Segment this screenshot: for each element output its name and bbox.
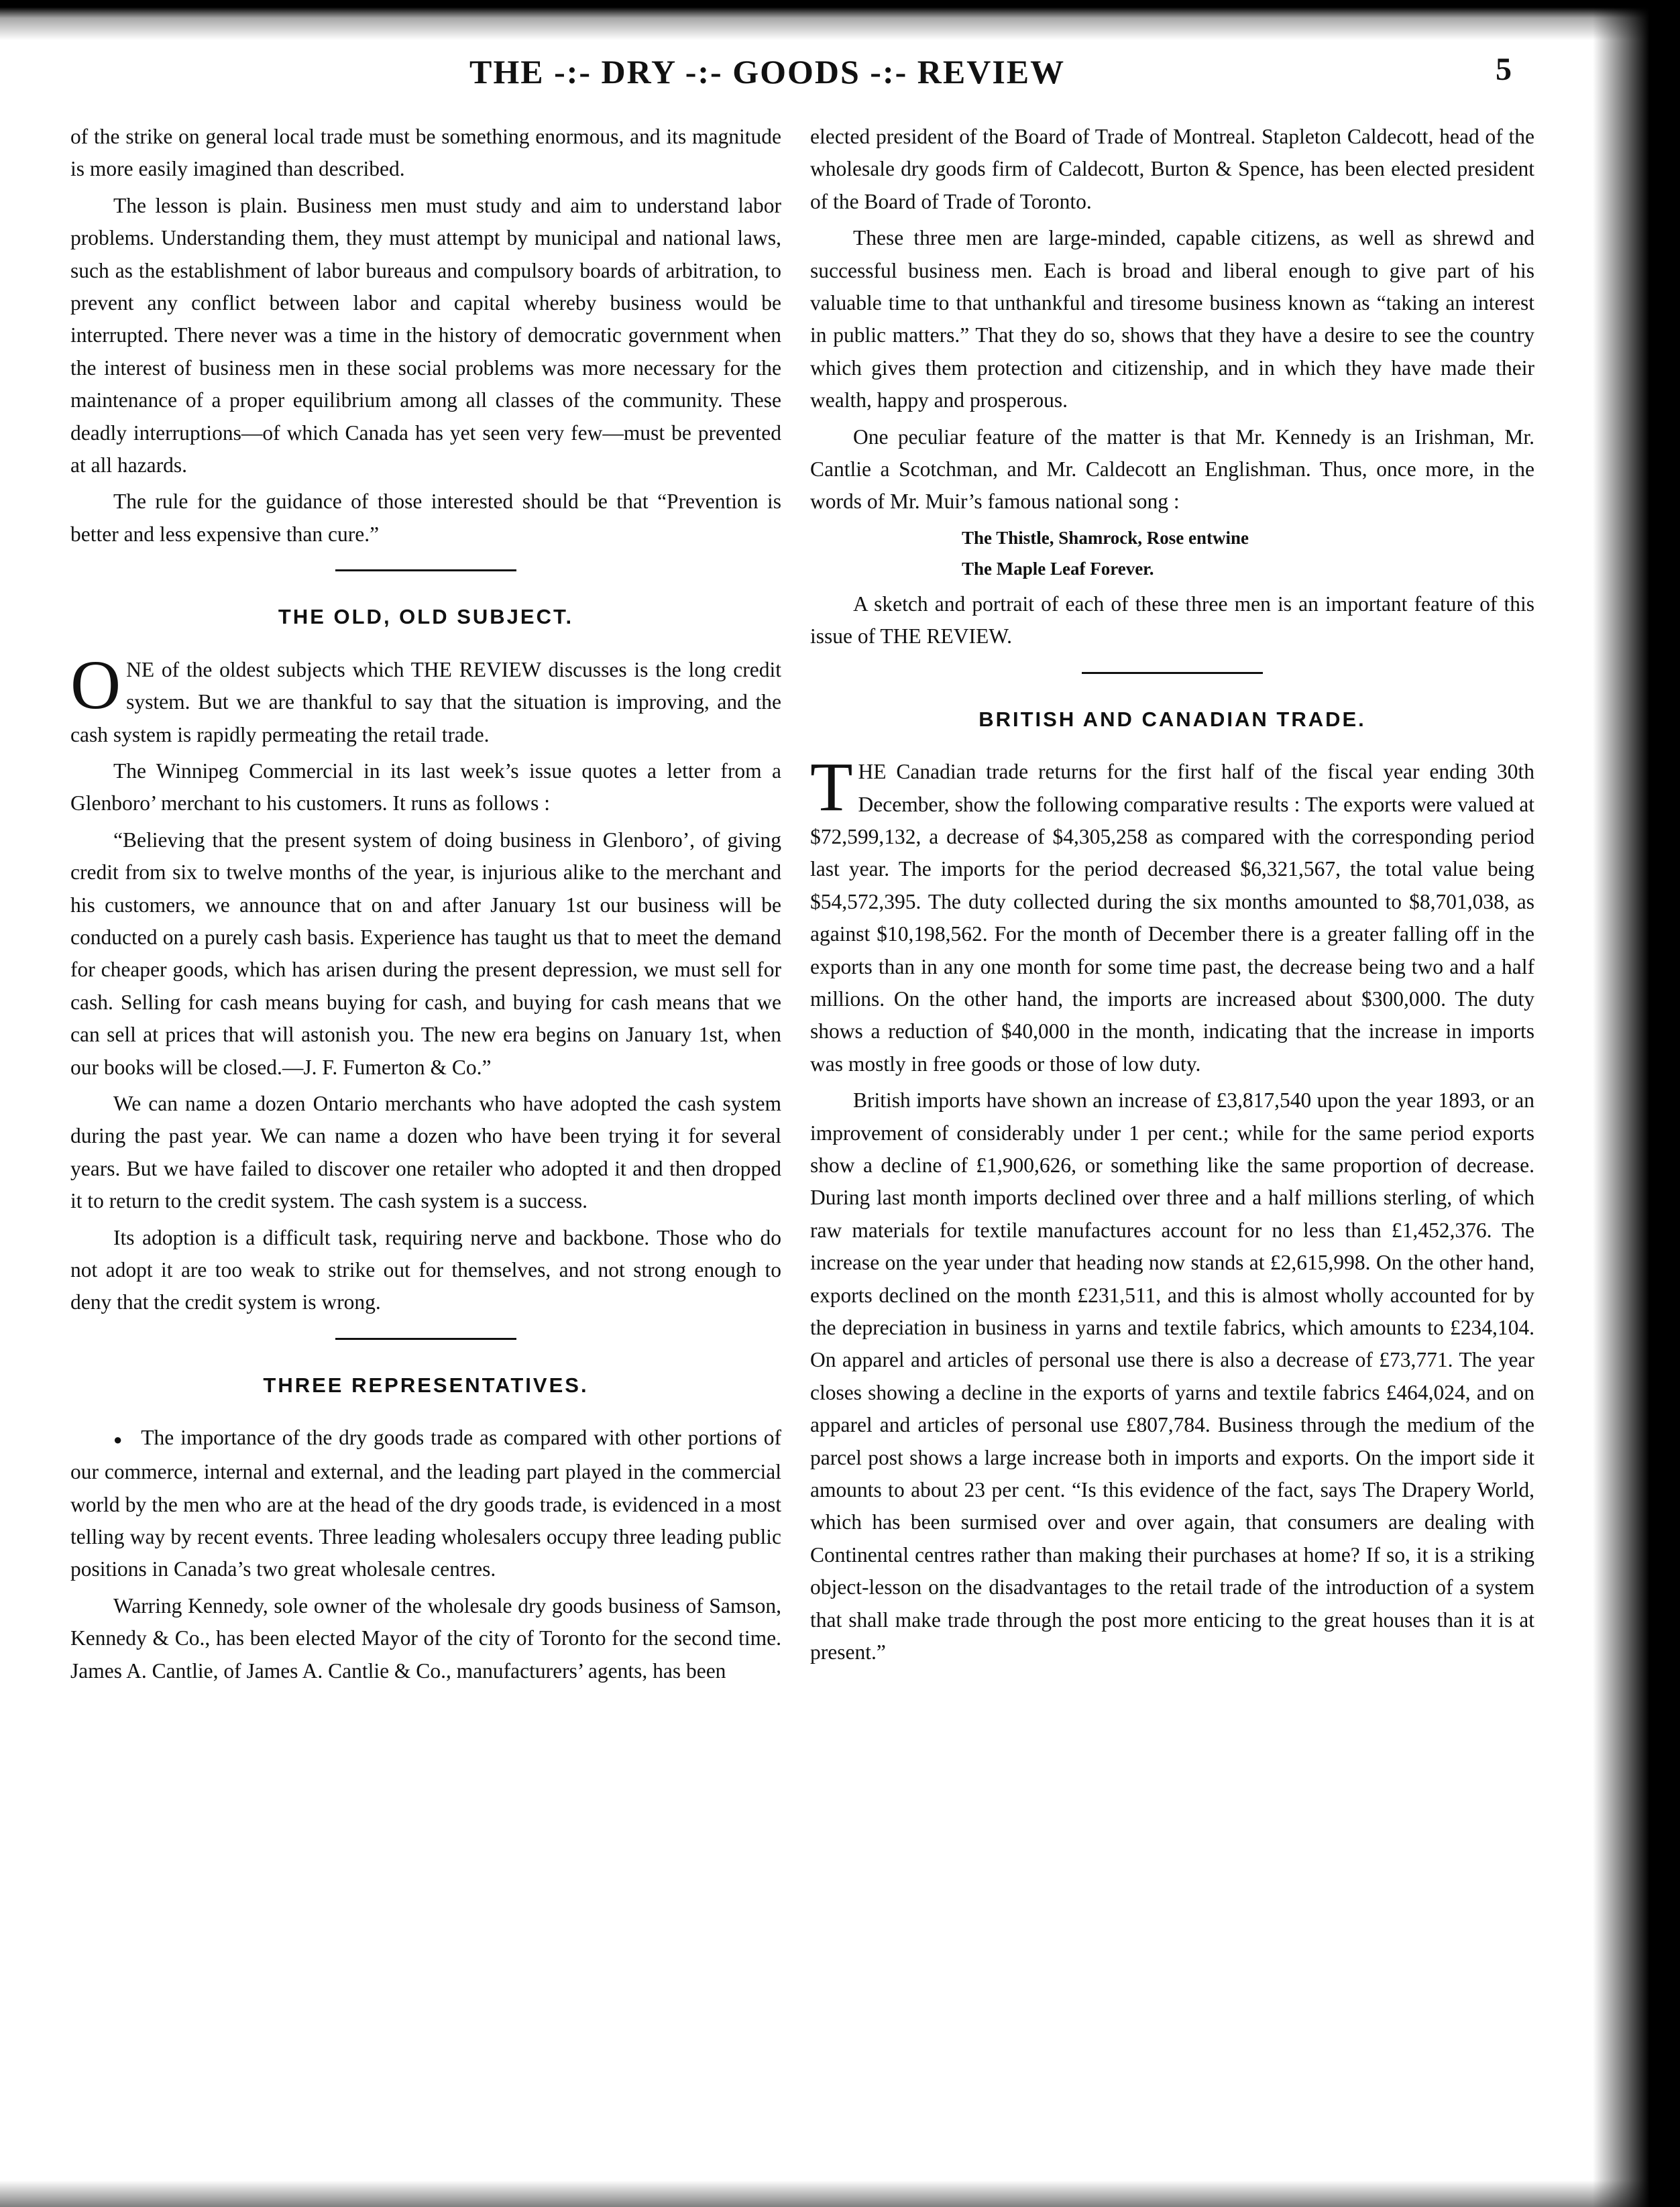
- page-number: 5: [1496, 52, 1512, 87]
- page-header: [0, 47, 1563, 101]
- lead-paragraph: [70, 646, 781, 751]
- song-line: The Thistle, Shamrock, Rose entwine: [962, 527, 1249, 548]
- scan-edge-bottom: [0, 2180, 1680, 2207]
- section-heading-trade: BRITISH AND CANADIAN TRADE.: [978, 707, 1366, 731]
- paragraph: British imports have shown an increase of £3,817,540 upon the year 1893, or an improvement of considerably under 1 per cent.; while for the same period exports show a decline of £1,900,626, or something like the same proportion of decrease. During last month imports declined over three and a half millions sterling, of which raw materials for textile manufactures account for no less than £1,452,376. The increase on the year under that heading now stands at £2,615,998. On the other hand, exports declined on the month £231,511, and this is almost wholly accounted for by the depreciation in business in yarns and textile fabrics, which amounts to £234,104. On apparel and articles of personal use there is also a decrease of £73,771. The year closes showing a decline in the exports of yarns and textile fabrics £464,024, and on apparel and articles of personal use £807,784. Business through the medium of the parcel post shows a large increase both in imports and exports. On the import side it amounts to about 23 per cent. “Is this evidence of the fact, says The Drapery World, which has been surmised over and over again, that consumers are dealing with Continental centres rather than making their purchases at home? If so, it is a striking object-lesson on the disadvantages to the retail trade of the introduction of a system that shall make trade through the post more enticing to the great houses than it is at present.”: [810, 1088, 1534, 1664]
- paragraph: of the strike on general local trade must be something enormous, and its magnitude is more easily imagined than described.: [70, 125, 781, 181]
- section-heading-old-subject: THE OLD, OLD SUBJECT.: [278, 605, 574, 629]
- paragraph: One peculiar feature of the matter is that Mr. Kennedy is an Irishman, Mr. Cantlie a Scotchman, and Mr. Caldecott an Englishman. Thus, once more, in the words of Mr. Muir’s famous national song :: [810, 425, 1534, 514]
- paragraph: Its adoption is a difficult task, requiring nerve and backbone. Those who do not adopt it are too weak to strike out for themselves, and not strong enough to deny that the credit system is wrong.: [70, 1225, 781, 1314]
- section-divider: [1082, 672, 1263, 674]
- paragraph: These three men are large-minded, capable citizens, as well as shrewd and successful business men. Each is broad and liberal enough to give part of his valuable time to that unthankful and tiresome business known as “taking an interest in public matters.” That they do so, shows that they have a desire to see the country which gives them protection and citizenship, and in which they have made their wealth, happy and prosperous.: [810, 226, 1534, 412]
- paragraph: The rule for the guidance of those interested should be that “Prevention is better and less expensive than cure.”: [70, 490, 781, 546]
- paragraph: The Winnipeg Commercial in its last week’s issue quotes a letter from a Glenboro’ merchant to his customers. It runs as follows :: [70, 758, 781, 815]
- lead-paragraph: [810, 748, 1534, 1080]
- drop-cap: O: [70, 646, 121, 724]
- drop-cap: T: [810, 748, 853, 826]
- lead-paragraph-text: HE Canadian trade returns for the first half of the fiscal year ending 30th December, show the following comparative results : The exports were valued at $72,599,132, a decrease of $4,305,258 as compared with the corresponding period last year. The imports for the period decreased $6,321,567, the total value being $54,572,395. The duty collected during the six months amounted to $8,701,038, as against $10,198,562. For the month of December there is a greater falling off in the exports than in any one month for some time past, the decrease being two and a half millions. On the other hand, the imports are increased about $300,000. The duty shows a reduction of $40,000 in the month, indicating that the increase in imports was mostly in free goods or those of low duty.: [810, 760, 1534, 1076]
- paragraph-text: The importance of the dry goods trade as compared with other portions of our commerce, internal and external, and the leading part played in the commercial world by the men who are at the head of the dry goods trade, is evidenced in a most telling way by recent events. Three leading wholesalers occupy three leading public positions in Canada’s two great wholesale centres.: [70, 1426, 781, 1581]
- scan-edge-top: [0, 0, 1680, 40]
- lead-paragraph-text: NE of the oldest subjects which THE REVIEW discusses is the long credit system. But we are thankful to say that the situation is improving, and the cash system is rapidly permeating the retail trade.: [70, 657, 781, 746]
- paragraph: We can name a dozen Ontario merchants who have adopted the cash system during the past year. We can name a dozen who have been trying it for several years. But we have failed to discover one retailer who adopted it and then dropped it to return to the credit system. The cash system is a success.: [70, 1091, 781, 1213]
- song-line: The Maple Leaf Forever.: [962, 558, 1154, 579]
- section-divider: [335, 1338, 516, 1340]
- paragraph: A sketch and portrait of each of these three men is an important feature of this issue of THE REVIEW.: [810, 591, 1534, 648]
- left-column: [70, 121, 781, 1691]
- paragraph: Warring Kennedy, sole owner of the wholesale dry goods business of Samson, Kennedy & Co., has been elected Mayor of the city of Toronto for the second time. James A. Cantlie, of James A. Cantlie & Co., manufacturers’ agents, has been: [70, 1593, 781, 1683]
- section-divider: [335, 569, 516, 571]
- song-quote: [810, 522, 1534, 584]
- bullet-mark-icon: ●: [113, 1430, 124, 1448]
- publication-title: THE -:- DRY -:- GOODS -:- REVIEW: [469, 53, 1066, 91]
- paragraph: “Believing that the present system of doing business in Glenboro’, of giving credit from six to twelve months of the year, is injurious alike to the merchant and his customers, we announce that on and after January 1st our business will be conducted on a purely cash basis. Experience has taught us that to meet the demand for cheaper goods, which has arisen during the present depression, we must sell for cash. Selling for cash means buying for cash, and buying for cash means that we can sell at prices that will astonish you. The new era begins on January 1st, when our books will be closed.—J. F. Fumerton & Co.”: [70, 828, 781, 1079]
- paragraph: elected president of the Board of Trade of Montreal. Stapleton Caldecott, head of the wholesale dry goods firm of Caldecott, Burton & Spence, has been elected president of the Board of Trade of Toronto.: [810, 125, 1534, 213]
- right-column: [810, 121, 1534, 1673]
- section-heading-representatives: THREE REPRESENTATIVES.: [263, 1373, 589, 1397]
- scan-edge-right: [1593, 0, 1680, 2207]
- paragraph: The lesson is plain. Business men must study and aim to understand labor problems. Understanding them, they must attempt by municipal and national laws, such as the establishment of labor bureaus and compulsory boards of arbitration, to prevent any conflict between labor and capital whereby business would be interrupted. There never was a time in the history of democratic government when the interest of business men in these social problems was more necessary for the maintenance of a proper equilibrium among all classes of the community. These deadly interruptions—of which Canada has yet seen very few—must be prevented at all hazards.: [70, 193, 781, 477]
- paragraph: [70, 1422, 781, 1586]
